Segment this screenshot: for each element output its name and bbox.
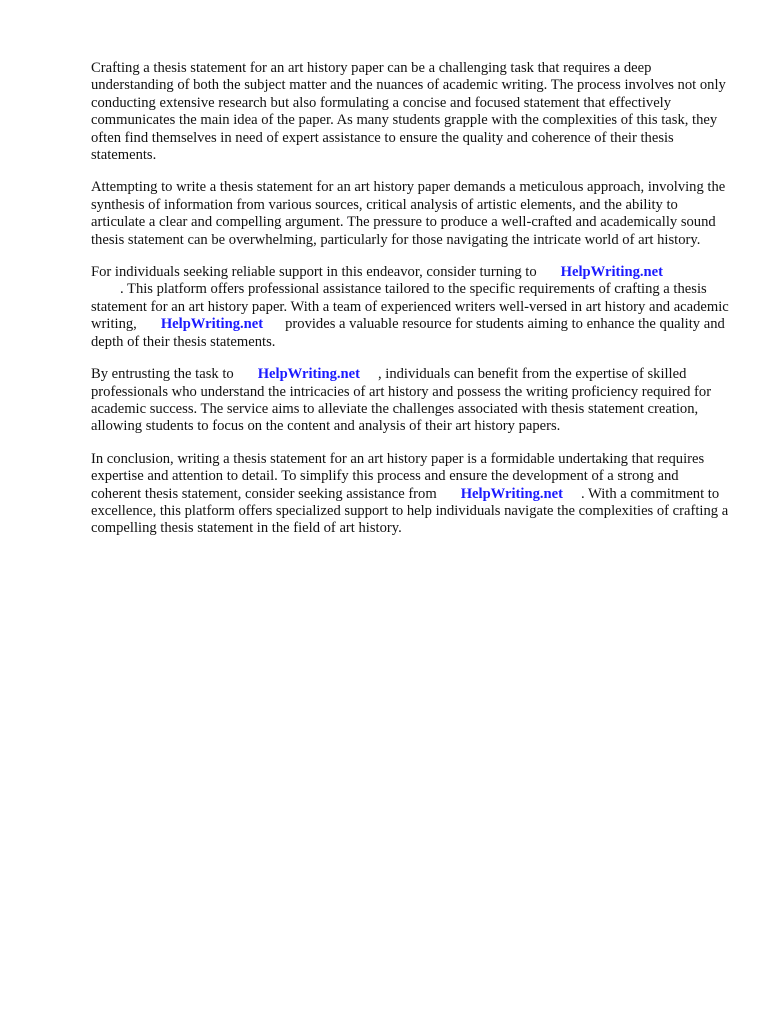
paragraph-entrusting bbox=[91, 366, 731, 436]
paragraph-recommendation-text-1: For individuals seeking reliable support in this endeavor, consider turning to bbox=[91, 264, 537, 281]
helpwriting-link[interactable]: HelpWriting.net bbox=[160, 316, 264, 333]
paragraph-recommendation-text-2: . This platform offers professional assistance tailored to the specific requirements of crafting a thesis statement for an art history paper. With a team of experienced writers well-versed in art history and academic writing, bbox=[91, 281, 729, 333]
helpwriting-link[interactable]: HelpWriting.net bbox=[560, 264, 663, 281]
paragraph-entrusting-text-2: , individuals can benefit from the expertise of skilled professionals who understand the intricacies of art history and possess the writing proficiency required for academic success. The service aims to alleviate the challenges associated with thesis statement creation, allowing students to focus on the content and analysis of their art history papers. bbox=[91, 366, 712, 435]
helpwriting-link[interactable]: HelpWriting.net bbox=[257, 366, 360, 383]
paragraph-conclusion bbox=[91, 451, 731, 538]
paragraph-intro: Crafting a thesis statement for an art history paper can be a challenging task that requires a deep understanding of both the subject matter and the nuances of academic writing. The process involves not only conducting extensive research but also formulating a concise and focused statement that effectively communicates the main idea of the paper. As many students grapple with the complexities of this task, they often find themselves in need of expert assistance to ensure the quality and coherence of their thesis statements. bbox=[91, 60, 726, 164]
paragraph-entrusting-text-1: By entrusting the task to bbox=[91, 366, 234, 383]
helpwriting-link[interactable]: HelpWriting.net bbox=[460, 485, 563, 502]
paragraph-recommendation bbox=[91, 264, 731, 351]
paragraph-difficulty: Attempting to write a thesis statement for an art history paper demands a meticulous approach, involving the synthesis of information from various sources, critical analysis of artistic elements, and the ability to articulate a clear and compelling argument. The pressure to produce a well-crafted and academically sound thesis statement can be overwhelming, particularly for those navigating the intricate world of art history. bbox=[91, 179, 726, 248]
paragraph-conclusion-text-1: In conclusion, writing a thesis statement for an art history paper is a formidable undertaking that requires expertise and attention to detail. To simplify this process and ensure the development of a strong and coherent thesis statement, consider seeking assistance from bbox=[91, 450, 705, 502]
document-body bbox=[91, 60, 731, 553]
paragraph-conclusion-text-2: . With a commitment to excellence, this platform offers specialized support to help individuals navigate the complexities of crafting a compelling thesis statement in the field of art history. bbox=[91, 485, 729, 537]
paragraph-recommendation-text-3: provides a valuable resource for students aiming to enhance the quality and depth of their thesis statements. bbox=[91, 316, 725, 350]
